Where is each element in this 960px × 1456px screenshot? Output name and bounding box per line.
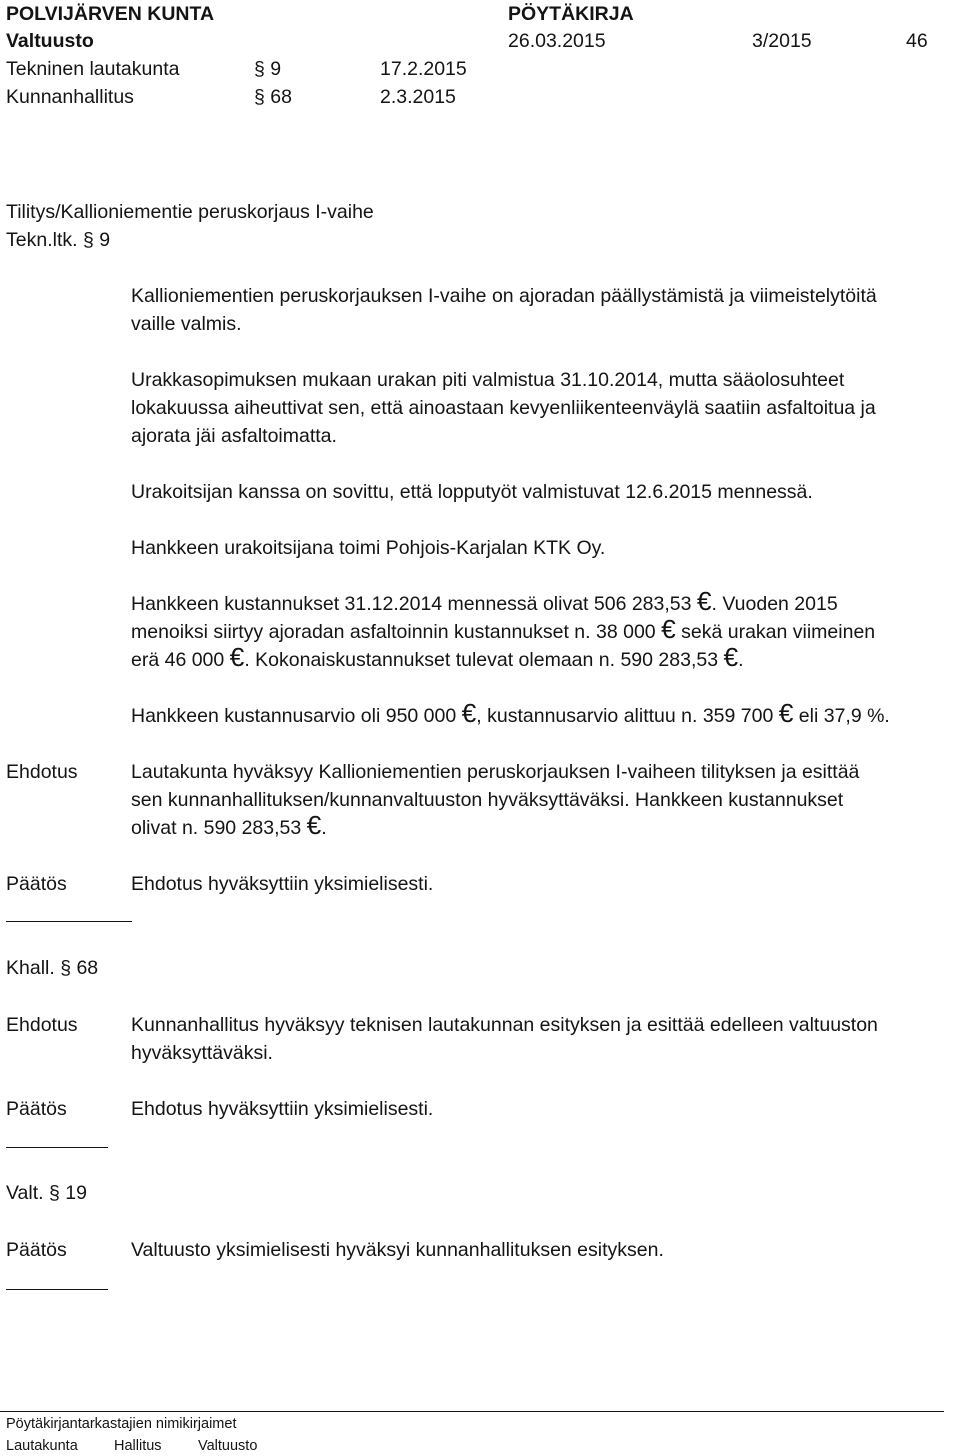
history-section: § 9 [254, 58, 282, 80]
paragraph-line: ajorata jäi asfaltoimatta. [131, 425, 337, 447]
paragraph-line: menoiksi siirtyy ajoradan asfaltoinnin kustannukset n. 38 000 € sekä urakan viimeinen [131, 614, 876, 644]
section-reference: Valt. § 19 [6, 1182, 87, 1204]
meeting-date: 26.03.2015 [508, 30, 606, 52]
paragraph-line: Hankkeen kustannusarvio oli 950 000 €, kustannusarvio alittuu n. 359 700 € eli 37,9 %. [131, 698, 890, 728]
decision-text: Ehdotus hyväksyttiin yksimielisesti. [131, 873, 434, 895]
paragraph-line: Hankkeen kustannukset 31.12.2014 mennessä olivat 506 283,53 €. Vuoden 2015 [131, 586, 838, 616]
meeting-number: 3/2015 [752, 30, 812, 52]
paragraph-line: erä 46 000 €. Kokonaiskustannukset tulevat olemaan n. 590 283,53 €. [131, 642, 744, 672]
paragraph-line: vaille valmis. [131, 313, 242, 335]
section-divider [6, 1147, 108, 1148]
history-body: Tekninen lautakunta [6, 58, 180, 80]
item-reference: Tekn.ltk. § 9 [6, 229, 111, 251]
paragraph-line: Urakoitsijan kanssa on sovittu, että lopputyöt valmistuvat 12.6.2015 mennessä. [131, 481, 813, 503]
proposal-text: hyväksyttäväksi. [131, 1042, 273, 1064]
paragraph-line: Urakkasopimuksen mukaan urakan piti valmistua 31.10.2014, mutta sääolosuhteet [131, 369, 845, 391]
footer-column-label: Hallitus [114, 1438, 162, 1454]
proposal-label: Ehdotus [6, 761, 78, 783]
footer-rule [0, 1411, 944, 1412]
org-name: POLVIJÄRVEN KUNTA [6, 3, 215, 25]
proposal-text: Lautakunta hyväksyy Kallioniementien peruskorjauksen I-vaiheen tilityksen ja esittää [131, 761, 860, 783]
decision-text: Ehdotus hyväksyttiin yksimielisesti. [131, 1098, 434, 1120]
proposal-text: olivat n. 590 283,53 €. [131, 810, 327, 840]
footer-title: Pöytäkirjantarkastajien nimikirjaimet [6, 1416, 237, 1432]
decision-text: Valtuusto yksimielisesti hyväksyi kunnanhallituksen esityksen. [131, 1239, 664, 1261]
section-divider [6, 1289, 108, 1290]
history-section: § 68 [254, 86, 292, 108]
proposal-text: Kunnanhallitus hyväksyy teknisen lautakunnan esityksen ja esittää edelleen valtuuston [131, 1014, 878, 1036]
history-date: 2.3.2015 [380, 86, 456, 108]
section-reference: Khall. § 68 [6, 957, 99, 979]
body-name: Valtuusto [6, 30, 94, 52]
footer-column-label: Lautakunta [6, 1438, 78, 1454]
decision-label: Päätös [6, 1239, 67, 1261]
footer-column-label: Valtuusto [198, 1438, 258, 1454]
decision-label: Päätös [6, 1098, 67, 1120]
section-divider [6, 921, 132, 922]
history-date: 17.2.2015 [380, 58, 467, 80]
doc-type: PÖYTÄKIRJA [508, 3, 634, 25]
history-body: Kunnanhallitus [6, 86, 134, 108]
paragraph-line: lokakuussa aiheuttivat sen, että ainoastaan kevyenliikenteenväylä saatiin asfaltoitua ja [131, 397, 876, 419]
paragraph-line: Kallioniementien peruskorjauksen I-vaihe on ajoradan päällystämistä ja viimeistelytöitä [131, 285, 877, 307]
proposal-label: Ehdotus [6, 1014, 78, 1036]
decision-label: Päätös [6, 873, 67, 895]
paragraph-line: Hankkeen urakoitsijana toimi Pohjois-Karjalan KTK Oy. [131, 537, 606, 559]
page-number: 46 [906, 30, 928, 52]
item-title: Tilitys/Kallioniementie peruskorjaus I-vaihe [6, 201, 374, 223]
proposal-text: sen kunnanhallituksen/kunnanvaltuuston hyväksyttäväksi. Hankkeen kustannukset [131, 789, 844, 811]
